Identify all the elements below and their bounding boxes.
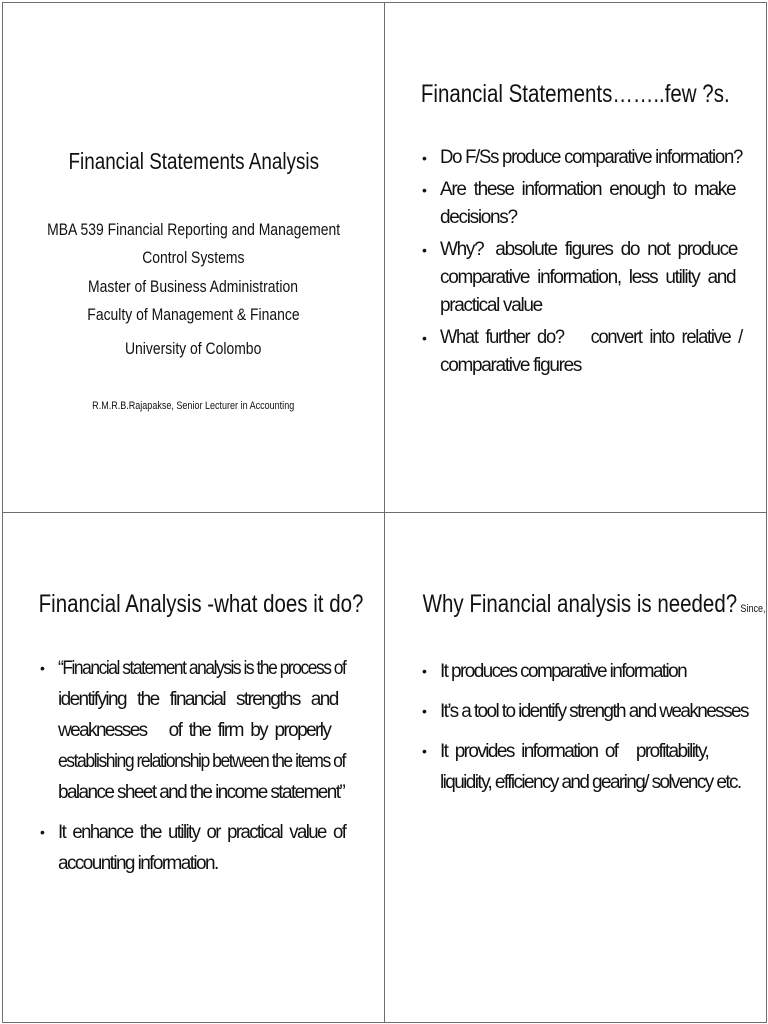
bullet-line: comparative figures <box>440 355 582 376</box>
bullet-line: identifying the financial strengths and <box>58 689 338 710</box>
program-name: Master of Business Administration <box>88 277 299 296</box>
slide-1 <box>2 2 385 513</box>
bullet-line: “Financial statement analysis is the process of <box>58 658 346 679</box>
slide-4-bullet-list <box>422 656 750 807</box>
bullet-item <box>422 696 750 727</box>
bullet-line: decisions? <box>440 207 517 228</box>
bullet-item <box>422 656 750 687</box>
bullet-line: Are these information enough to make <box>440 179 736 200</box>
bullet-dot-icon: • <box>40 660 45 676</box>
bullet-line: weaknesses of the firm by properly <box>58 720 331 741</box>
bullet-line: accounting information. <box>58 853 218 874</box>
bullet-line: Do F/Ss produce comparative information? <box>440 147 743 168</box>
slide-2 <box>384 2 767 513</box>
bullet-item <box>422 236 742 320</box>
bullet-line: It enhance the utility or practical value of <box>58 822 346 843</box>
author-line: R.M.R.B.Rajapakse, Senior Lecturer in Accounting <box>92 400 295 412</box>
bullet-line: Why? absolute figures do not produce <box>440 239 738 260</box>
bullet-dot-icon: • <box>422 330 427 346</box>
slide-2-title: Financial Statements……..few ?s. <box>421 80 730 108</box>
bullet-dot-icon: • <box>422 182 427 198</box>
bullet-line: What further do? convert into relative / <box>440 327 742 348</box>
slide-3-bullet-list <box>40 653 345 888</box>
slide-3-title: Financial Analysis -what does it do? <box>38 590 364 618</box>
slide-4-title: Why Financial analysis is needed? Since, <box>422 590 766 618</box>
course-line-1: MBA 539 Financial Reporting and Management <box>47 220 340 239</box>
bullet-line: practical value <box>440 295 542 316</box>
bullet-dot-icon: • <box>40 824 45 840</box>
bullet-item <box>40 653 345 808</box>
bullet-line: balance sheet and the income statement” <box>58 782 345 803</box>
bullet-item <box>422 324 742 380</box>
faculty-name: Faculty of Management & Finance <box>87 305 300 324</box>
bullet-line: liquidity, efficiency and gearing/ solvency etc. <box>440 772 741 793</box>
bullet-dot-icon: • <box>422 150 427 166</box>
slide-1-title: Financial Statements Analysis <box>68 148 319 174</box>
bullet-line: comparative information, less utility and <box>440 267 736 288</box>
bullet-dot-icon: • <box>422 703 427 719</box>
bullet-line: establishing relationship between the items of <box>58 751 345 772</box>
slide-3 <box>2 512 385 1023</box>
bullet-line: It’s a tool to identify strength and weaknesses <box>440 701 748 722</box>
bullet-item <box>40 817 345 879</box>
bullet-item <box>422 144 742 172</box>
bullet-item <box>422 176 742 232</box>
bullet-dot-icon: • <box>422 242 427 258</box>
slide-2-bullet-list <box>422 144 742 384</box>
bullet-item <box>422 736 750 798</box>
bullet-line: It provides information of profitability, <box>440 741 709 762</box>
title-suffix: Since, <box>740 603 766 615</box>
bullet-dot-icon: • <box>422 663 427 679</box>
slide-4 <box>384 512 767 1023</box>
bullet-dot-icon: • <box>422 743 427 759</box>
bullet-line: It produces comparative information <box>440 661 687 682</box>
course-line-2: Control Systems <box>142 248 245 267</box>
university-name: University of Colombo <box>125 339 262 358</box>
